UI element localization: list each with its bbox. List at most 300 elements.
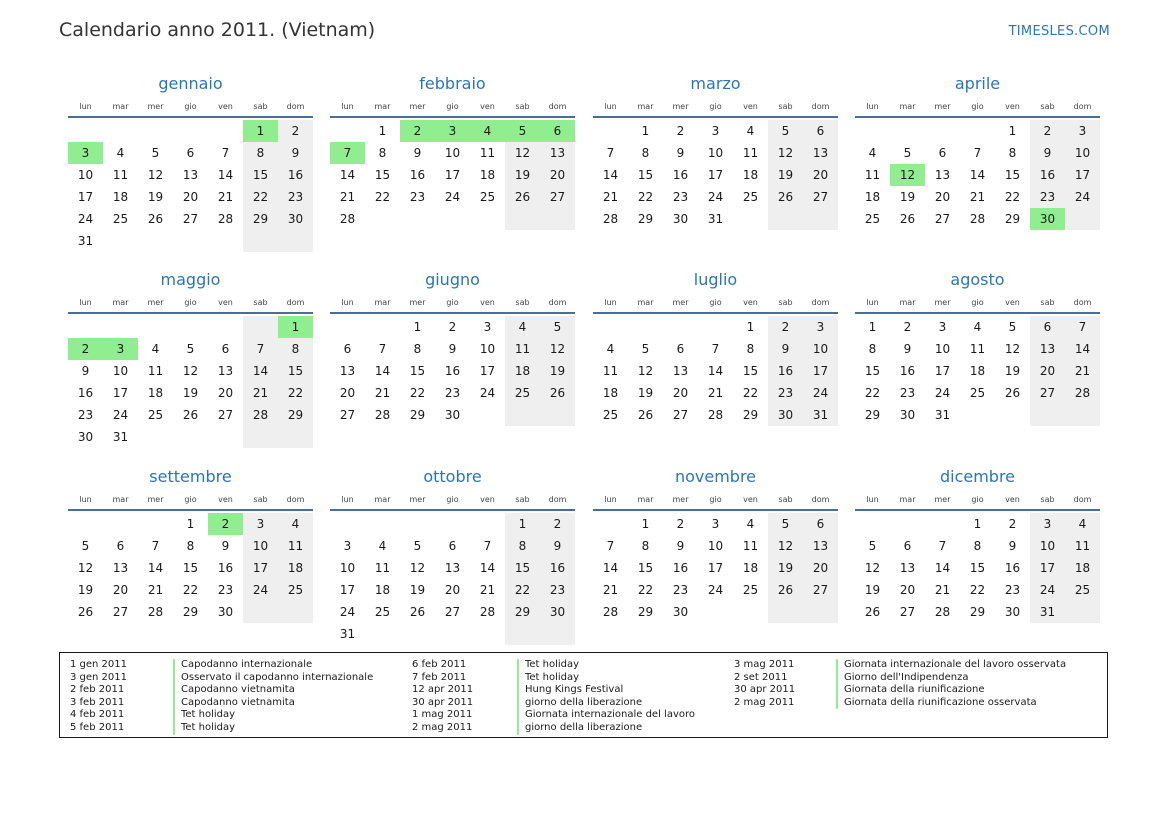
day-cell: 14 xyxy=(934,561,951,575)
empty-cell xyxy=(208,316,243,338)
day-cell: 9 xyxy=(1008,539,1017,553)
empty-cell xyxy=(803,601,838,623)
day-cell: 24 xyxy=(339,605,356,619)
empty-cell xyxy=(890,513,925,535)
weekday-label: mar xyxy=(899,494,916,504)
weekday-label: dom xyxy=(1073,494,1092,504)
empty-cell xyxy=(330,316,365,338)
day-cell: 7 xyxy=(711,342,720,356)
empty-cell xyxy=(1065,601,1100,623)
day-cell: 15 xyxy=(182,561,199,575)
day-cell: 20 xyxy=(444,583,461,597)
day-cell: 16 xyxy=(899,364,916,378)
day-cell: 11 xyxy=(374,561,391,575)
legend-date: 7 feb 2011 xyxy=(412,671,467,683)
legend-date: 5 feb 2011 xyxy=(70,721,125,733)
day-cell: 22 xyxy=(505,579,540,601)
day-cell: 22 xyxy=(742,386,759,400)
legend-holiday-name: Giorno dell'Indipendenza xyxy=(844,671,969,683)
weekday-label: dom xyxy=(286,297,305,307)
day-cell: 9 xyxy=(903,342,912,356)
empty-cell xyxy=(208,426,243,448)
day-cell: 24 xyxy=(1030,579,1065,601)
weekday-label: dom xyxy=(286,494,305,504)
day-cell: 12 xyxy=(890,164,925,186)
weekday-label: gio xyxy=(971,101,984,111)
day-cell: 25 xyxy=(602,408,619,422)
empty-cell xyxy=(698,316,733,338)
site-logo-text[interactable]: TIMESLES.COM xyxy=(1008,24,1110,39)
weekday-label: dom xyxy=(548,297,567,307)
day-cell: 15 xyxy=(374,168,391,182)
day-cell: 12 xyxy=(77,561,94,575)
day-cell: 10 xyxy=(479,342,496,356)
day-cell: 26 xyxy=(637,408,654,422)
weekday-label: mer xyxy=(409,494,426,504)
header-divider xyxy=(855,312,1100,314)
day-cell: 15 xyxy=(969,561,986,575)
weekday-label: dom xyxy=(286,101,305,111)
empty-cell xyxy=(138,513,173,535)
day-cell: 28 xyxy=(339,212,356,226)
day-cell: 8 xyxy=(641,146,650,160)
legend-date: 30 apr 2011 xyxy=(734,684,796,696)
day-cell: 9 xyxy=(1030,142,1065,164)
day-cell: 10 xyxy=(243,535,278,557)
day-cell: 28 xyxy=(602,605,619,619)
day-cell: 10 xyxy=(1030,535,1065,557)
day-cell: 4 xyxy=(746,124,755,138)
day-cell: 29 xyxy=(278,404,313,426)
weekday-header xyxy=(330,96,575,116)
day-cell: 30 xyxy=(672,605,689,619)
day-cell: 31 xyxy=(934,408,951,422)
days-grid xyxy=(330,316,575,426)
empty-cell xyxy=(1030,404,1065,426)
day-cell: 16 xyxy=(444,364,461,378)
weekday-label: lun xyxy=(79,297,92,307)
month-name: aprile xyxy=(954,74,1001,93)
weekday-label: ven xyxy=(218,101,233,111)
day-cell: 20 xyxy=(1030,360,1065,382)
day-cell: 19 xyxy=(768,164,803,186)
day-cell: 15 xyxy=(243,164,278,186)
legend-names-column xyxy=(173,659,373,735)
day-cell: 13 xyxy=(934,168,951,182)
empty-cell xyxy=(103,513,138,535)
day-cell: 30 xyxy=(899,408,916,422)
day-cell: 1 xyxy=(641,517,650,531)
day-cell: 28 xyxy=(969,212,986,226)
weekday-label: lun xyxy=(341,101,354,111)
day-cell: 17 xyxy=(479,364,496,378)
day-cell: 5 xyxy=(868,539,877,553)
weekday-label: sab xyxy=(515,494,530,504)
day-cell: 18 xyxy=(147,386,164,400)
day-cell: 5 xyxy=(413,539,422,553)
month-name: febbraio xyxy=(419,74,486,93)
day-cell: 24 xyxy=(112,408,129,422)
days-grid xyxy=(593,120,838,230)
weekday-label: mar xyxy=(374,297,391,307)
weekday-label: sab xyxy=(515,101,530,111)
day-cell: 19 xyxy=(409,583,426,597)
day-cell: 15 xyxy=(637,561,654,575)
day-cell: 5 xyxy=(505,120,540,142)
day-cell: 7 xyxy=(606,146,615,160)
day-cell: 20 xyxy=(182,190,199,204)
weekday-label: lun xyxy=(866,494,879,504)
day-cell: 13 xyxy=(444,561,461,575)
day-cell: 25 xyxy=(278,579,313,601)
day-cell: 1 xyxy=(973,517,982,531)
weekday-label: lun xyxy=(79,101,92,111)
day-cell: 17 xyxy=(339,583,356,597)
empty-cell xyxy=(925,513,960,535)
legend-holiday-name: Capodanno vietnamita xyxy=(181,696,295,708)
weekday-label: ven xyxy=(1005,297,1020,307)
day-cell: 13 xyxy=(803,535,838,557)
day-cell: 14 xyxy=(339,168,356,182)
day-cell: 21 xyxy=(479,583,496,597)
day-cell: 21 xyxy=(602,190,619,204)
empty-cell xyxy=(470,404,505,426)
day-cell: 9 xyxy=(81,364,90,378)
empty-cell xyxy=(208,230,243,252)
day-cell: 16 xyxy=(672,561,689,575)
day-cell: 8 xyxy=(243,142,278,164)
empty-cell xyxy=(278,601,313,623)
day-cell: 1 xyxy=(243,120,278,142)
day-cell: 27 xyxy=(444,605,461,619)
month-name: agosto xyxy=(950,270,1005,289)
day-cell: 12 xyxy=(409,561,426,575)
legend-holiday-name: Tet holiday xyxy=(181,709,236,721)
day-cell: 30 xyxy=(1030,208,1065,230)
empty-cell xyxy=(1065,404,1100,426)
weekday-header xyxy=(68,489,313,509)
legend-dates-column xyxy=(412,659,473,735)
day-cell: 2 xyxy=(676,124,685,138)
day-cell: 17 xyxy=(1030,557,1065,579)
empty-cell xyxy=(243,426,278,448)
month-giugno xyxy=(330,268,575,426)
day-cell: 2 xyxy=(540,513,575,535)
day-cell: 7 xyxy=(330,142,365,164)
day-cell: 21 xyxy=(243,382,278,404)
day-cell: 22 xyxy=(637,190,654,204)
day-cell: 3 xyxy=(1065,120,1100,142)
day-cell: 15 xyxy=(742,364,759,378)
day-cell: 18 xyxy=(742,168,759,182)
month-aprile xyxy=(855,72,1100,230)
weekday-label: sab xyxy=(253,101,268,111)
day-cell: 17 xyxy=(77,190,94,204)
day-cell: 6 xyxy=(186,146,195,160)
month-name: giugno xyxy=(425,270,480,289)
day-cell: 16 xyxy=(1004,561,1021,575)
month-maggio xyxy=(68,268,313,448)
empty-cell xyxy=(593,513,628,535)
day-cell: 5 xyxy=(1008,320,1017,334)
day-cell: 16 xyxy=(278,164,313,186)
empty-cell xyxy=(768,601,803,623)
day-cell: 3 xyxy=(483,320,492,334)
day-cell: 23 xyxy=(540,579,575,601)
day-cell: 12 xyxy=(1004,342,1021,356)
day-cell: 24 xyxy=(77,212,94,226)
day-cell: 11 xyxy=(602,364,619,378)
day-cell: 21 xyxy=(374,386,391,400)
day-cell: 26 xyxy=(899,212,916,226)
header-divider xyxy=(68,312,313,314)
day-cell: 19 xyxy=(77,583,94,597)
day-cell: 10 xyxy=(1065,142,1100,164)
day-cell: 24 xyxy=(444,190,461,204)
day-cell: 3 xyxy=(103,338,138,360)
day-cell: 8 xyxy=(278,338,313,360)
day-cell: 14 xyxy=(217,168,234,182)
day-cell: 20 xyxy=(899,583,916,597)
weekday-label: mer xyxy=(672,297,689,307)
day-cell: 7 xyxy=(1065,316,1100,338)
day-cell: 23 xyxy=(444,386,461,400)
day-cell: 27 xyxy=(217,408,234,422)
weekday-label: mar xyxy=(112,494,129,504)
day-cell: 8 xyxy=(505,535,540,557)
day-cell: 16 xyxy=(1030,164,1065,186)
day-cell: 30 xyxy=(768,404,803,426)
weekday-label: dom xyxy=(811,297,830,307)
day-cell: 10 xyxy=(803,338,838,360)
empty-cell xyxy=(68,316,103,338)
weekday-label: lun xyxy=(866,101,879,111)
weekday-label: ven xyxy=(1005,494,1020,504)
header-divider xyxy=(330,116,575,118)
weekday-label: gio xyxy=(971,494,984,504)
header-divider xyxy=(855,509,1100,511)
weekday-label: dom xyxy=(1073,297,1092,307)
weekday-label: sab xyxy=(1040,101,1055,111)
day-cell: 9 xyxy=(676,539,685,553)
day-cell: 27 xyxy=(899,605,916,619)
day-cell: 18 xyxy=(278,557,313,579)
day-cell: 6 xyxy=(676,342,685,356)
day-cell: 3 xyxy=(68,142,103,164)
weekday-label: ven xyxy=(480,101,495,111)
weekday-label: ven xyxy=(218,494,233,504)
day-cell: 27 xyxy=(803,579,838,601)
legend-holiday-name: Giornata internazionale del lavoro xyxy=(525,709,695,721)
day-cell: 25 xyxy=(147,408,164,422)
day-cell: 10 xyxy=(707,146,724,160)
day-cell: 6 xyxy=(540,120,575,142)
day-cell: 19 xyxy=(182,386,199,400)
month-dicembre xyxy=(855,465,1100,623)
day-cell: 2 xyxy=(278,120,313,142)
empty-cell xyxy=(68,513,103,535)
weekday-label: sab xyxy=(778,297,793,307)
day-cell: 22 xyxy=(1004,190,1021,204)
empty-cell xyxy=(698,601,733,623)
day-cell: 12 xyxy=(864,561,881,575)
legend-date: 2 mag 2011 xyxy=(412,721,473,733)
legend-date: 2 set 2011 xyxy=(734,671,788,683)
day-cell: 6 xyxy=(116,539,125,553)
weekday-label: mer xyxy=(147,101,164,111)
day-cell: 28 xyxy=(602,212,619,226)
day-cell: 9 xyxy=(540,535,575,557)
weekday-label: ven xyxy=(480,494,495,504)
day-cell: 28 xyxy=(479,605,496,619)
day-cell: 6 xyxy=(448,539,457,553)
empty-cell xyxy=(365,623,400,645)
empty-cell xyxy=(243,230,278,252)
day-cell: 3 xyxy=(1030,513,1065,535)
weekday-label: mer xyxy=(934,101,951,111)
day-cell: 14 xyxy=(243,360,278,382)
day-cell: 15 xyxy=(637,168,654,182)
day-cell: 29 xyxy=(864,408,881,422)
empty-cell xyxy=(505,404,540,426)
empty-cell xyxy=(103,316,138,338)
day-cell: 27 xyxy=(1030,382,1065,404)
day-cell: 29 xyxy=(1004,212,1021,226)
legend-holiday-name: Capodanno vietnamita xyxy=(181,684,295,696)
weekday-label: gio xyxy=(971,297,984,307)
day-cell: 22 xyxy=(182,583,199,597)
header-divider xyxy=(593,509,838,511)
empty-cell xyxy=(138,316,173,338)
empty-cell xyxy=(68,120,103,142)
weekday-label: mar xyxy=(374,494,391,504)
day-cell: 26 xyxy=(768,579,803,601)
day-cell: 11 xyxy=(864,168,881,182)
day-cell: 22 xyxy=(864,386,881,400)
day-cell: 6 xyxy=(221,342,230,356)
day-cell: 23 xyxy=(77,408,94,422)
weekday-label: mar xyxy=(112,297,129,307)
day-cell: 29 xyxy=(243,208,278,230)
day-cell: 22 xyxy=(374,190,391,204)
weekday-label: mer xyxy=(934,494,951,504)
weekday-label: mar xyxy=(374,101,391,111)
legend-date: 1 gen 2011 xyxy=(70,659,128,670)
day-cell: 25 xyxy=(374,605,391,619)
day-cell: 12 xyxy=(540,338,575,360)
day-cell: 12 xyxy=(182,364,199,378)
day-cell: 1 xyxy=(868,320,877,334)
day-cell: 21 xyxy=(1065,360,1100,382)
day-cell: 4 xyxy=(116,146,125,160)
empty-cell xyxy=(733,601,768,623)
day-cell: 4 xyxy=(606,342,615,356)
month-name: maggio xyxy=(160,270,221,289)
day-cell: 24 xyxy=(803,382,838,404)
empty-cell xyxy=(960,120,995,142)
day-cell: 5 xyxy=(641,342,650,356)
day-cell: 30 xyxy=(540,601,575,623)
day-cell: 19 xyxy=(899,190,916,204)
day-cell: 9 xyxy=(413,146,422,160)
weekday-label: gio xyxy=(446,494,459,504)
day-cell: 10 xyxy=(77,168,94,182)
day-cell: 4 xyxy=(278,513,313,535)
day-cell: 19 xyxy=(505,164,540,186)
day-cell: 29 xyxy=(969,605,986,619)
day-cell: 17 xyxy=(243,557,278,579)
empty-cell xyxy=(365,513,400,535)
day-cell: 20 xyxy=(540,164,575,186)
day-cell: 25 xyxy=(1065,579,1100,601)
day-cell: 6 xyxy=(803,120,838,142)
legend-holiday-name: Capodanno internazionale xyxy=(181,659,313,670)
weekday-label: ven xyxy=(480,297,495,307)
header-divider xyxy=(68,509,313,511)
day-cell: 29 xyxy=(637,605,654,619)
empty-cell xyxy=(1065,208,1100,230)
day-cell: 21 xyxy=(602,583,619,597)
weekday-label: lun xyxy=(604,494,617,504)
day-cell: 25 xyxy=(864,212,881,226)
empty-cell xyxy=(960,404,995,426)
day-cell: 17 xyxy=(707,561,724,575)
day-cell: 27 xyxy=(339,408,356,422)
day-cell: 5 xyxy=(768,120,803,142)
empty-cell xyxy=(628,316,663,338)
legend-holiday-name: Hung Kings Festival xyxy=(525,684,624,696)
weekday-label: ven xyxy=(743,101,758,111)
header-divider xyxy=(330,509,575,511)
weekday-header xyxy=(330,292,575,312)
day-cell: 27 xyxy=(540,186,575,208)
legend-dates-column xyxy=(734,659,795,709)
month-febbraio xyxy=(330,72,575,230)
weekday-label: mar xyxy=(637,297,654,307)
day-cell: 1 xyxy=(1008,124,1017,138)
day-cell: 6 xyxy=(343,342,352,356)
weekday-label: gio xyxy=(709,494,722,504)
weekday-label: mar xyxy=(637,101,654,111)
day-cell: 4 xyxy=(868,146,877,160)
legend-holiday-name: Giornata della riunificazione xyxy=(844,684,985,696)
month-agosto xyxy=(855,268,1100,426)
day-cell: 14 xyxy=(479,561,496,575)
day-cell: 8 xyxy=(641,539,650,553)
day-cell: 16 xyxy=(540,557,575,579)
day-cell: 29 xyxy=(182,605,199,619)
day-cell: 4 xyxy=(505,316,540,338)
weekday-label: mer xyxy=(409,101,426,111)
day-cell: 4 xyxy=(973,320,982,334)
day-cell: 13 xyxy=(182,168,199,182)
weekday-label: gio xyxy=(184,101,197,111)
empty-cell xyxy=(435,623,470,645)
day-cell: 13 xyxy=(540,142,575,164)
day-cell: 11 xyxy=(147,364,164,378)
day-cell: 26 xyxy=(864,605,881,619)
day-cell: 29 xyxy=(742,408,759,422)
day-cell: 27 xyxy=(112,605,129,619)
empty-cell xyxy=(365,316,400,338)
weekday-label: ven xyxy=(743,494,758,504)
day-cell: 21 xyxy=(707,386,724,400)
month-name: novembre xyxy=(674,467,757,486)
weekday-label: sab xyxy=(778,494,793,504)
day-cell: 1 xyxy=(186,517,195,531)
weekday-label: mar xyxy=(899,297,916,307)
day-cell: 25 xyxy=(505,382,540,404)
